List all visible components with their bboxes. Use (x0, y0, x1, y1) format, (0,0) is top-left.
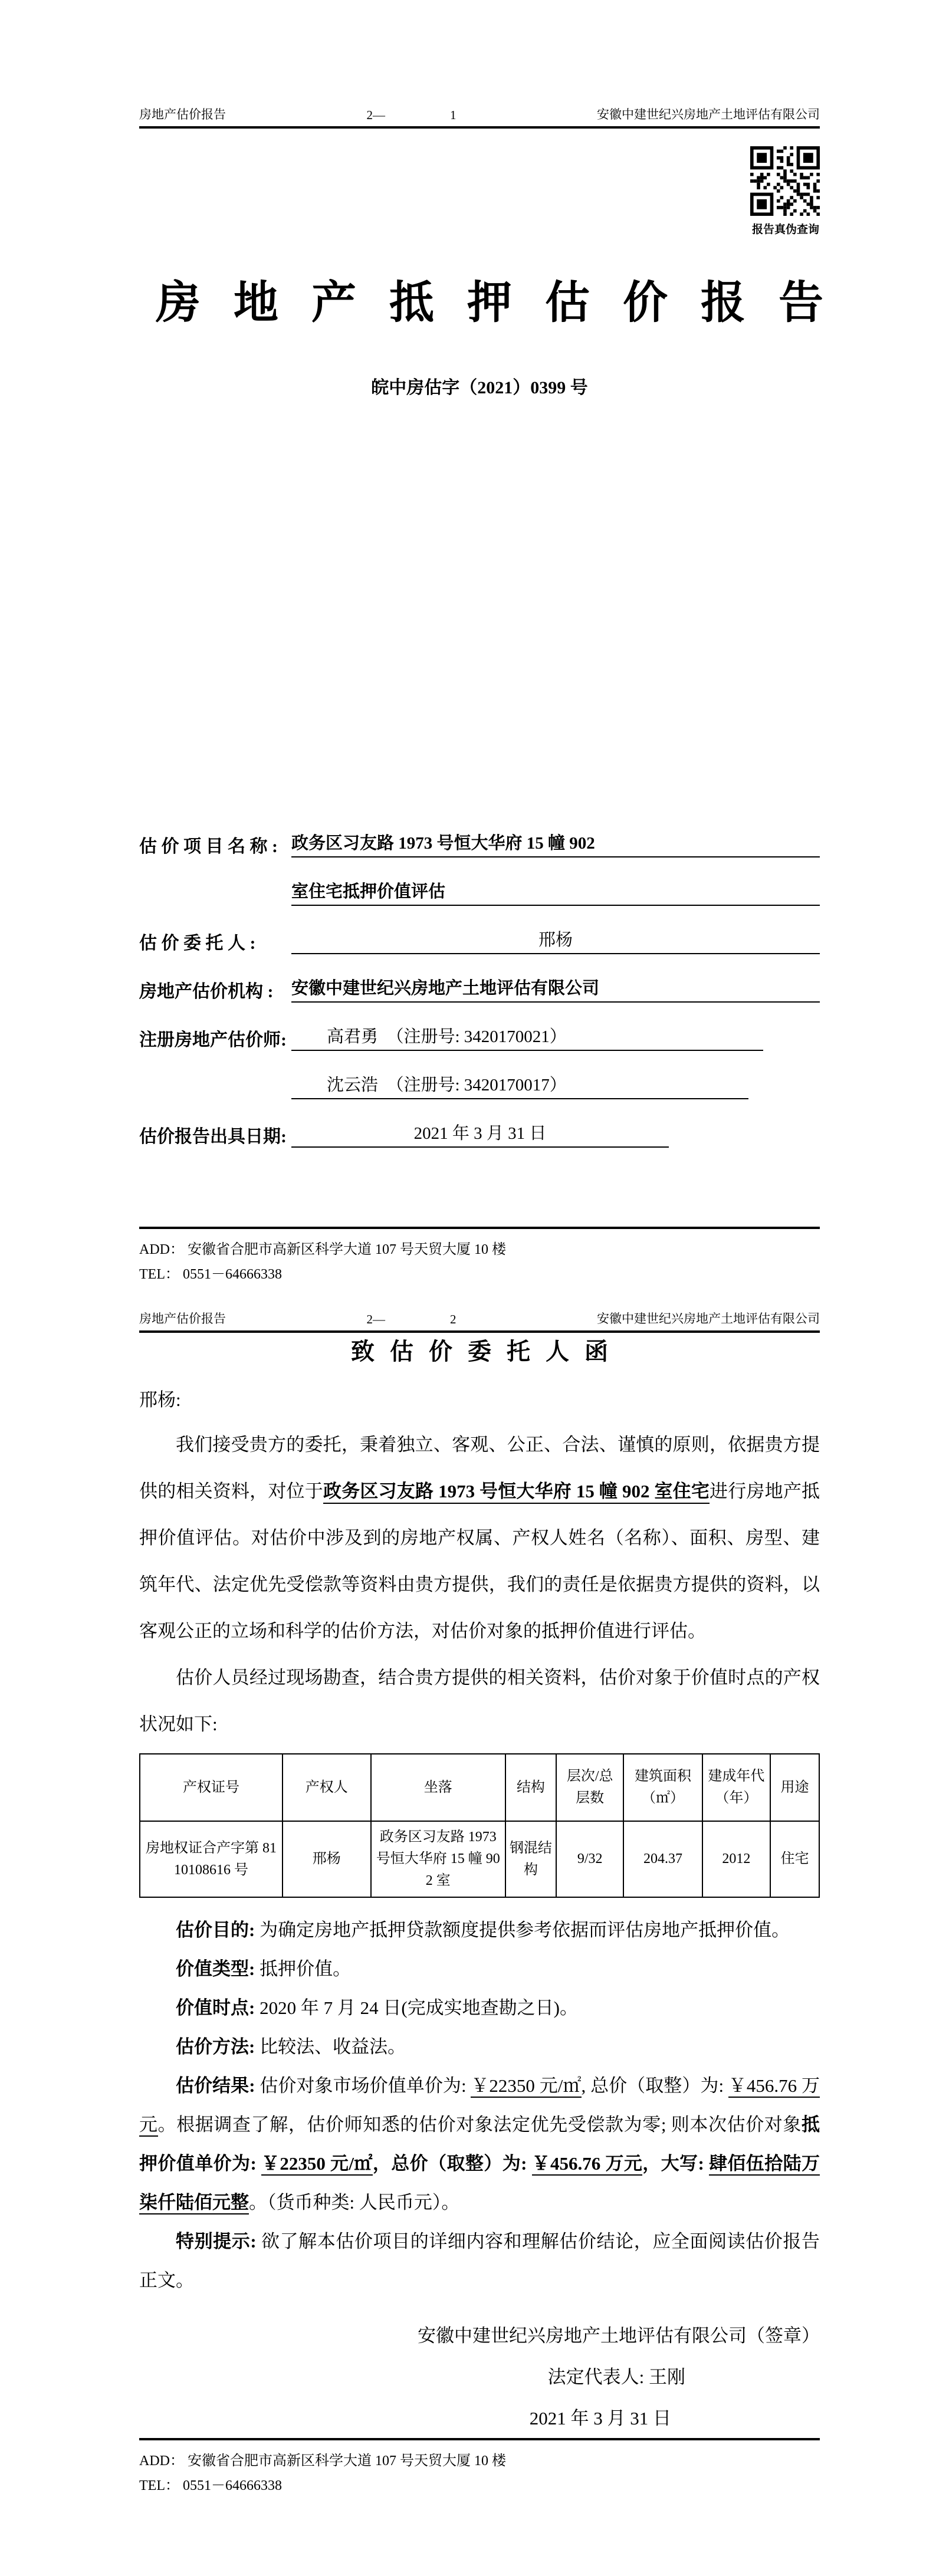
item-label: 价值时点: (176, 1997, 260, 2018)
header-doc-type: 房地产估价报告 (139, 1312, 226, 1326)
qr-block (750, 146, 821, 236)
cell-owner: 邢杨 (283, 1821, 371, 1897)
cell-location: 政务区习友路 1973 号恒大华府 15 幢 902 室 (371, 1821, 505, 1897)
header-page-indicator (367, 108, 456, 123)
header-page-number: 2 (450, 1312, 456, 1326)
col-header-structure: 结构 (505, 1754, 556, 1821)
result-seg3: 。根据调查了解，估价师知悉的估价对象法定优先受偿款为零; 则本次估价对象 (157, 2114, 802, 2135)
item-value-type (139, 1950, 820, 1989)
table-row (140, 1821, 819, 1897)
cell-cert-no: 房地权证合产字第 8110108616 号 (140, 1821, 283, 1897)
header-page-indicator (367, 1312, 456, 1327)
header-page-prefix: 2— (366, 108, 385, 122)
item-label: 估价目的: (176, 1920, 260, 1940)
result-seg4: 。（货币种类: 人民币元）。 (249, 2192, 460, 2213)
field-row-client (139, 906, 820, 954)
col-header-area: 建筑面积（㎡） (623, 1754, 702, 1821)
result-bold-seg2: ，总价（取整）为: (372, 2153, 532, 2174)
signature-date: 2021 年 3 月 31 日 (529, 2408, 671, 2429)
field-row-agency (139, 954, 820, 1003)
footer-address: ADD： 安徽省合肥市高新区科学大道 107 号天贸大厦 10 楼 (139, 2453, 506, 2469)
field-row-project-name (139, 809, 820, 857)
item-text: 比较法、收益法。 (260, 2036, 406, 2057)
signature-block (139, 2315, 820, 2439)
header-company-name: 安徽中建世纪兴房地产土地评估有限公司 (597, 1312, 820, 1326)
mortgage-unit-price: ￥22350 元/㎡ (261, 2153, 373, 2176)
qr-label: 报告真伪查询 (751, 224, 819, 236)
item-purpose (139, 1911, 820, 1950)
signature-company: 安徽中建世纪兴房地产土地评估有限公司（签章） (418, 2325, 820, 2346)
report-title: 房地产抵押估价报告 (156, 278, 856, 328)
para1-post: 进行房地产抵押价值评估。对估价中涉及到的房地产权属、产权人姓名（名称）、面积、房型、建筑年代、法定优先受偿款等资料由贵方提供，我们的责任是依据贵方提供的资料，以客观公正的立场和科学的估价方法，对估价对象的抵押价值进行评估。 (139, 1481, 820, 1641)
result-seg1: 估价对象市场价值单价为: (260, 2075, 471, 2096)
report-page-2 (0, 1288, 936, 2576)
header-company-name: 安徽中建世纪兴房地产土地评估有限公司 (597, 107, 820, 121)
cover-fields (139, 809, 820, 1148)
field-row-project-name-cont (139, 857, 820, 906)
table-header-row (140, 1754, 819, 1821)
item-label: 估价方法: (176, 2036, 260, 2057)
col-header-owner: 产权人 (283, 1754, 371, 1821)
mortgage-total-price: ￥456.76 万元 (532, 2153, 643, 2176)
report-number: 皖中房估字（2021）0399 号 (371, 378, 588, 397)
market-unit-price: ￥22350 元/㎡ (471, 2075, 581, 2098)
item-method (139, 2028, 820, 2066)
page-footer (139, 1227, 820, 1287)
letter-paragraph-2: 估价人员经过现场勘查，结合贵方提供的相关资料，估价对象于价值时点的产权状况如下: (139, 1667, 820, 1734)
item-value-date (139, 1989, 820, 2028)
letter-body (139, 1421, 820, 2439)
field-row-appraiser-2 (139, 1051, 820, 1099)
letter-title: 致估价委托人函 (351, 1338, 623, 1365)
page-header (139, 1309, 820, 1333)
letter-paragraph-1 (139, 1421, 820, 1654)
result-label: 估价结果: (176, 2075, 260, 2096)
letter-salutation: 邢杨: (139, 1389, 181, 1410)
header-doc-type: 房地产估价报告 (139, 107, 226, 121)
notice-label: 特别提示: (176, 2231, 262, 2252)
field-label: 注册房地产估价师: (139, 1030, 287, 1050)
result-bold-seg3: ，大写: (642, 2153, 709, 2174)
capital-amount: 肆佰伍拾陆万柒仟陆佰元整 (139, 2153, 820, 2214)
field-label: 估 价 委 托 人 : (139, 934, 256, 953)
field-value: 邢杨 (291, 926, 820, 954)
notice-text: 欲了解本估价项目的详细内容和理解估价结论，应全面阅读估价报告正文。 (139, 2231, 820, 2291)
appraisal-result (139, 2066, 820, 2222)
col-header-location: 坐落 (371, 1754, 505, 1821)
appraisal-items (139, 1911, 820, 2300)
cell-floor: 9/32 (556, 1821, 623, 1897)
result-bold-seg1: 抵押价值单价为: (139, 2114, 820, 2174)
col-header-usage: 用途 (770, 1754, 819, 1821)
page-footer (139, 2438, 820, 2498)
field-value: 2021 年 3 月 31 日 (291, 1120, 669, 1148)
field-label: 估价报告出具日期: (139, 1127, 287, 1146)
field-value: 沈云浩 （注册号: 3420170017） (291, 1072, 748, 1099)
special-notice (139, 2222, 820, 2300)
item-label: 价值类型: (176, 1959, 260, 1979)
field-value: 室住宅抵押价值评估 (291, 878, 820, 906)
footer-address: ADD： 安徽省合肥市高新区科学大道 107 号天贸大厦 10 楼 (139, 1242, 506, 1257)
signature-legal-rep: 法定代表人: 王刚 (547, 2367, 685, 2387)
item-text: 2020 年 7 月 24 日(完成实地查勘之日)。 (260, 1997, 578, 2018)
cell-year-built: 2012 (702, 1821, 770, 1897)
page-header (139, 105, 820, 129)
header-page-prefix: 2— (366, 1312, 385, 1326)
property-rights-table (139, 1753, 820, 1898)
col-header-cert-no: 产权证号 (140, 1754, 283, 1821)
header-page-number: 1 (450, 108, 456, 122)
field-row-issue-date (139, 1099, 820, 1148)
item-text: 抵押价值。 (260, 1959, 352, 1979)
item-text: 为确定房地产抵押贷款额度提供参考依据而评估房地产抵押价值。 (260, 1920, 790, 1940)
cell-structure: 钢混结构 (505, 1821, 556, 1897)
cell-usage: 住宅 (770, 1821, 819, 1897)
col-header-year-built: 建成年代（年） (702, 1754, 770, 1821)
field-value: 政务区习友路 1973 号恒大华府 15 幢 902 (291, 830, 820, 857)
field-value: 安徽中建世纪兴房地产土地评估有限公司 (291, 975, 820, 1003)
qr-code-icon (750, 146, 820, 216)
market-total-price: ￥456.76 万元 (139, 2075, 820, 2137)
result-seg2: , 总价（取整）为: (581, 2075, 728, 2096)
footer-telephone: TEL： 0551－64666338 (139, 1267, 282, 1282)
field-label: 房地产估价机构 : (139, 982, 274, 1001)
field-label: 估 价 项 目 名 称 : (139, 837, 278, 856)
field-row-appraiser-1 (139, 1003, 820, 1051)
field-value: 高君勇 （注册号: 3420170021） (291, 1023, 763, 1051)
cell-area: 204.37 (623, 1821, 702, 1897)
para1-pre: 我们接受贵方的委托，秉着独立、客观、公正、合法、谨慎的原则，依据贵方提供的相关资料，对位于 (139, 1434, 820, 1501)
appraisal-subject: 政务区习友路 1973 号恒大华府 15 幢 902 室住宅 (323, 1481, 710, 1504)
footer-telephone: TEL： 0551－64666338 (139, 2478, 282, 2493)
col-header-floor: 层次/总层数 (556, 1754, 623, 1821)
